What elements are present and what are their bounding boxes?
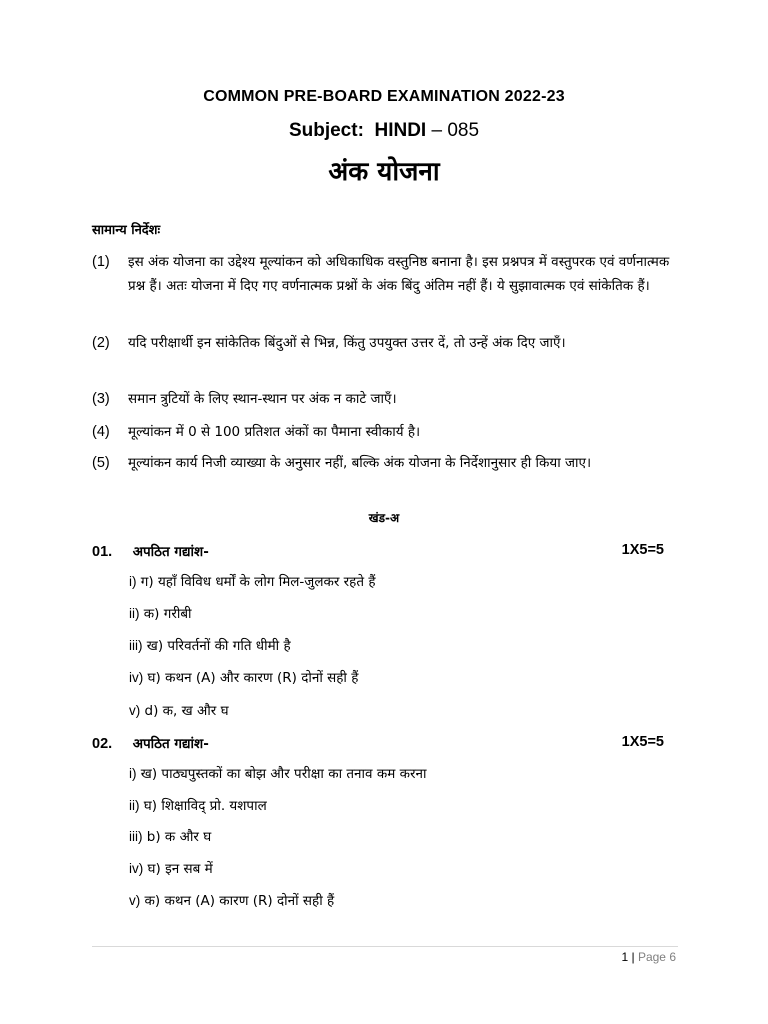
instruction-text: मूल्यांकन में 0 से 100 प्रतिशत अंकों का पैमाना स्वीकार्य है।: [128, 424, 421, 440]
answer-item: [129, 796, 267, 814]
general-instructions-heading: सामान्य निर्देशः: [92, 223, 161, 238]
answer-item: [129, 604, 192, 622]
instruction-item: [92, 420, 682, 444]
answer-text: घ) कथन (A) और कारण (R) दोनों सही हैं: [147, 670, 359, 686]
answer-number: v): [129, 703, 141, 718]
question-heading: [92, 542, 664, 560]
answer-number: ii): [129, 798, 140, 813]
answer-item: [129, 668, 358, 686]
page-label: Page: [637, 950, 666, 964]
answer-item: [129, 701, 229, 719]
question-number: 01.: [92, 544, 113, 560]
question-marks: 1X5=5: [621, 542, 664, 558]
answer-number: iv): [129, 670, 144, 685]
question-title: अपठित गद्यांश-: [132, 544, 209, 560]
instruction-number: (5): [92, 455, 110, 471]
footer-divider: [92, 946, 678, 947]
answer-text: क) कथन (A) कारण (R) दोनों सही हैं: [144, 893, 335, 909]
answer-text: d) क, ख और घ: [144, 703, 229, 719]
question-marks: 1X5=5: [621, 734, 664, 750]
answer-number: iii): [129, 638, 143, 653]
instruction-item: [92, 250, 682, 298]
answer-number: iii): [129, 829, 143, 844]
instruction-item: [92, 331, 682, 355]
instruction-number: (4): [92, 424, 110, 440]
answer-text: ख) परिवर्तनों की गति धीमी है: [146, 638, 291, 654]
answer-number: v): [129, 893, 141, 908]
instruction-item: [92, 451, 682, 475]
answer-number: i): [129, 574, 137, 589]
answer-item: [129, 891, 334, 909]
instruction-number: (3): [92, 391, 110, 407]
answer-number: i): [129, 766, 137, 781]
question-heading: [92, 734, 664, 752]
question-title: अपठित गद्यांश-: [132, 736, 209, 752]
answer-number: iv): [129, 861, 144, 876]
instruction-text: इस अंक योजना का उद्देश्य मूल्यांकन को अधिकाधिक वस्तुनिष्ठ बनाना है। इस प्रश्नपत्र में वस्तुपरक एवं वर्णनात्मक प्रश्न हैं। अतः योजना में दिए गए वर्णनात्मक प्रश्नों के अंक बिंदु अंतिम नहीं हैं। ये सुझावात्मक एवं सांकेतिक हैं।: [128, 254, 670, 294]
answer-text: ख) पाठ्यपुस्तकों का बोझ और परीक्षा का तनाव कम करना: [140, 766, 427, 782]
subject-name: HINDI: [374, 120, 427, 141]
answer-text: ग) यहाँ विविध धर्मों के लोग मिल-जुलकर रहते हैं: [140, 574, 376, 590]
exam-title: COMMON PRE-BOARD EXAMINATION 2022-23: [203, 88, 565, 105]
page-number: 1: [621, 950, 629, 964]
answer-item: [129, 572, 376, 590]
section-title: खंड-अ: [368, 511, 400, 525]
answer-item: [129, 636, 291, 654]
instruction-item: [92, 387, 682, 411]
instruction-text: मूल्यांकन कार्य निजी व्याख्या के अनुसार नहीं, बल्कि अंक योजना के निर्देशानुसार ही किया जाए।: [128, 455, 592, 471]
answer-text: घ) इन सब में: [147, 861, 213, 877]
instruction-text: यदि परीक्षार्थी इन सांकेतिक बिंदुओं से भिन्न, किंतु उपयुक्त उत्तर दें, तो उन्हें अंक दिए जाएँ।: [128, 335, 566, 351]
answer-text: क) गरीबी: [143, 606, 192, 622]
answer-item: [129, 764, 426, 782]
instruction-number: (1): [92, 254, 110, 270]
document-title: अंक योजना: [328, 157, 440, 187]
answer-item: [129, 827, 211, 845]
question-number: 02.: [92, 736, 113, 752]
subject-line: [0, 120, 768, 142]
subject-label: Subject:: [288, 120, 364, 141]
footer-separator: |: [628, 950, 638, 964]
instruction-text: समान त्रुटियों के लिए स्थान-स्थान पर अंक न काटे जाएँ।: [128, 391, 397, 407]
subject-code: – 085: [426, 120, 480, 141]
total-pages: 6: [669, 950, 676, 964]
answer-text: b) क और घ: [146, 829, 212, 845]
page-footer: [621, 950, 676, 964]
instruction-number: (2): [92, 335, 110, 351]
answer-text: घ) शिक्षाविद् प्रो. यशपाल: [143, 798, 267, 814]
answer-item: [129, 859, 213, 877]
answer-number: ii): [129, 606, 140, 621]
